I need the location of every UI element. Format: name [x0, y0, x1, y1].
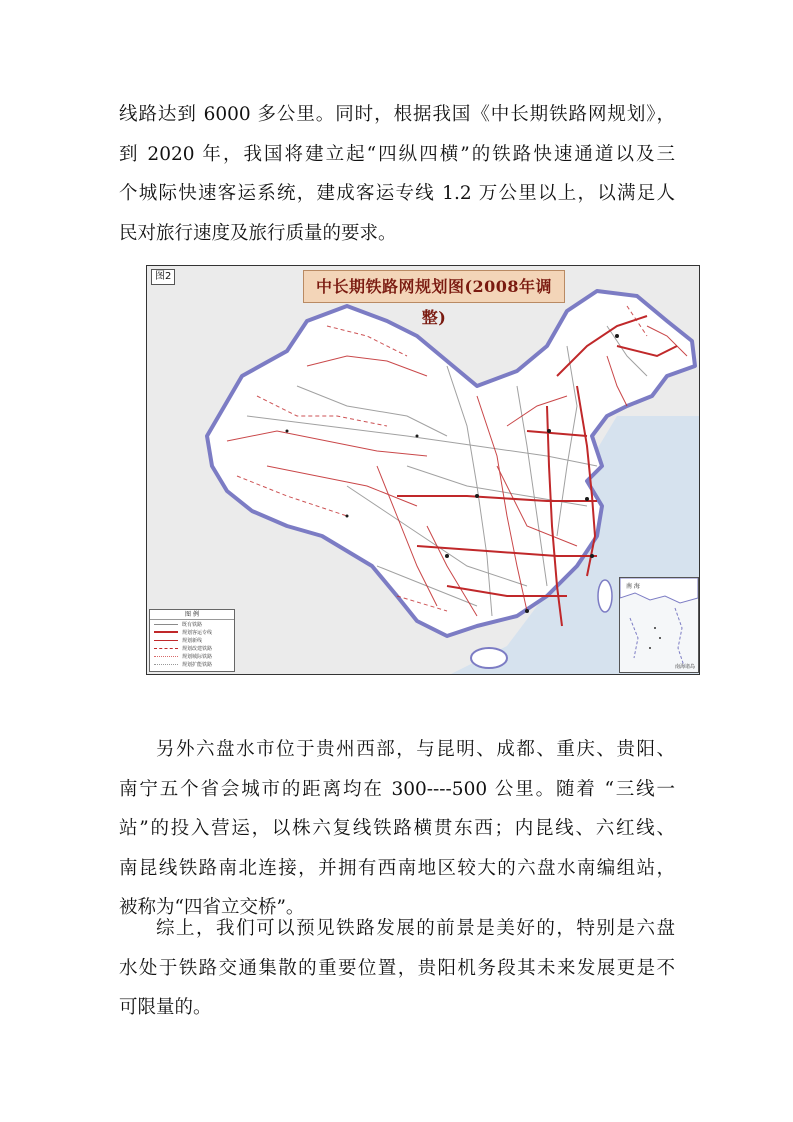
paragraph-2 — [119, 730, 675, 928]
legend-swatch — [154, 656, 178, 657]
paragraph-3-line-3: 可限量的。 — [119, 997, 212, 1018]
inset-graphic — [620, 578, 698, 672]
legend-item-label: 规划新线 — [182, 637, 203, 644]
legend-item — [150, 620, 234, 628]
legend-swatch — [154, 648, 178, 649]
inset-note: 南海诸岛 — [674, 664, 695, 670]
legend-swatch — [154, 664, 178, 665]
paragraph-1-line-1: 线路达到 6000 多公里。同时，根据我国《中长期铁路网规划》， — [119, 104, 675, 125]
figure-label: 图2 — [151, 269, 175, 285]
map-legend — [149, 609, 235, 672]
paragraph-1 — [119, 95, 675, 253]
inset-title: 南 海 — [626, 583, 640, 590]
paragraph-2-line-3: 站”的投入营运，以株六复线铁路横贯东西；内昆线、六红线、 — [119, 818, 675, 839]
paragraph-2-line-4: 南昆线铁路南北连接，并拥有西南地区较大的六盘水南编组站， — [119, 857, 675, 879]
paragraph-3-line-2: 水处于铁路交通集散的重要位置，贵阳机务段其未来发展更是不 — [119, 957, 675, 979]
paragraph-1-line-2: 到 2020 年，我国将建立起“四纵四横”的铁路快速通道以及三 — [119, 143, 675, 165]
legend-item — [150, 628, 234, 636]
legend-title: 图 例 — [150, 610, 234, 620]
map-title: 中长期铁路网规划图(2008年调整) — [303, 270, 565, 303]
paragraph-3-line-1: 综上，我们可以预见铁路发展的前景是美好的，特别是六盘 — [156, 918, 675, 939]
paragraph-2-line-5: 被称为“四省立交桥”。 — [119, 897, 305, 918]
paragraph-1-line-3: 个城际快速客运系统，建成客运专线 1.2 万公里以上，以满足人 — [119, 183, 675, 204]
paragraph-2-line-1: 另外六盘水市位于贵州西部，与昆明、成都、重庆、贵阳、 — [156, 739, 675, 760]
paragraph-1-line-4: 民对旅行速度及旅行质量的要求。 — [119, 222, 397, 244]
legend-item-label: 规划扩能铁路 — [182, 661, 213, 668]
south-china-sea-inset — [619, 577, 699, 673]
legend-swatch — [154, 631, 178, 633]
railway-network-map — [146, 265, 700, 675]
legend-item-label: 规划改建铁路 — [182, 645, 213, 652]
legend-item — [150, 660, 234, 668]
paragraph-3 — [119, 909, 675, 1028]
legend-swatch — [154, 624, 178, 625]
legend-item — [150, 644, 234, 652]
legend-swatch — [154, 640, 178, 641]
legend-item — [150, 652, 234, 660]
legend-item-label: 规划城际铁路 — [182, 653, 213, 660]
paragraph-2-line-2: 南宁五个省会城市的距离均在 300----500 公里。随着 “三线一 — [119, 778, 675, 800]
legend-item — [150, 636, 234, 644]
legend-item-label: 既有铁路 — [182, 621, 203, 628]
legend-item-label: 规划客运专线 — [182, 629, 213, 636]
